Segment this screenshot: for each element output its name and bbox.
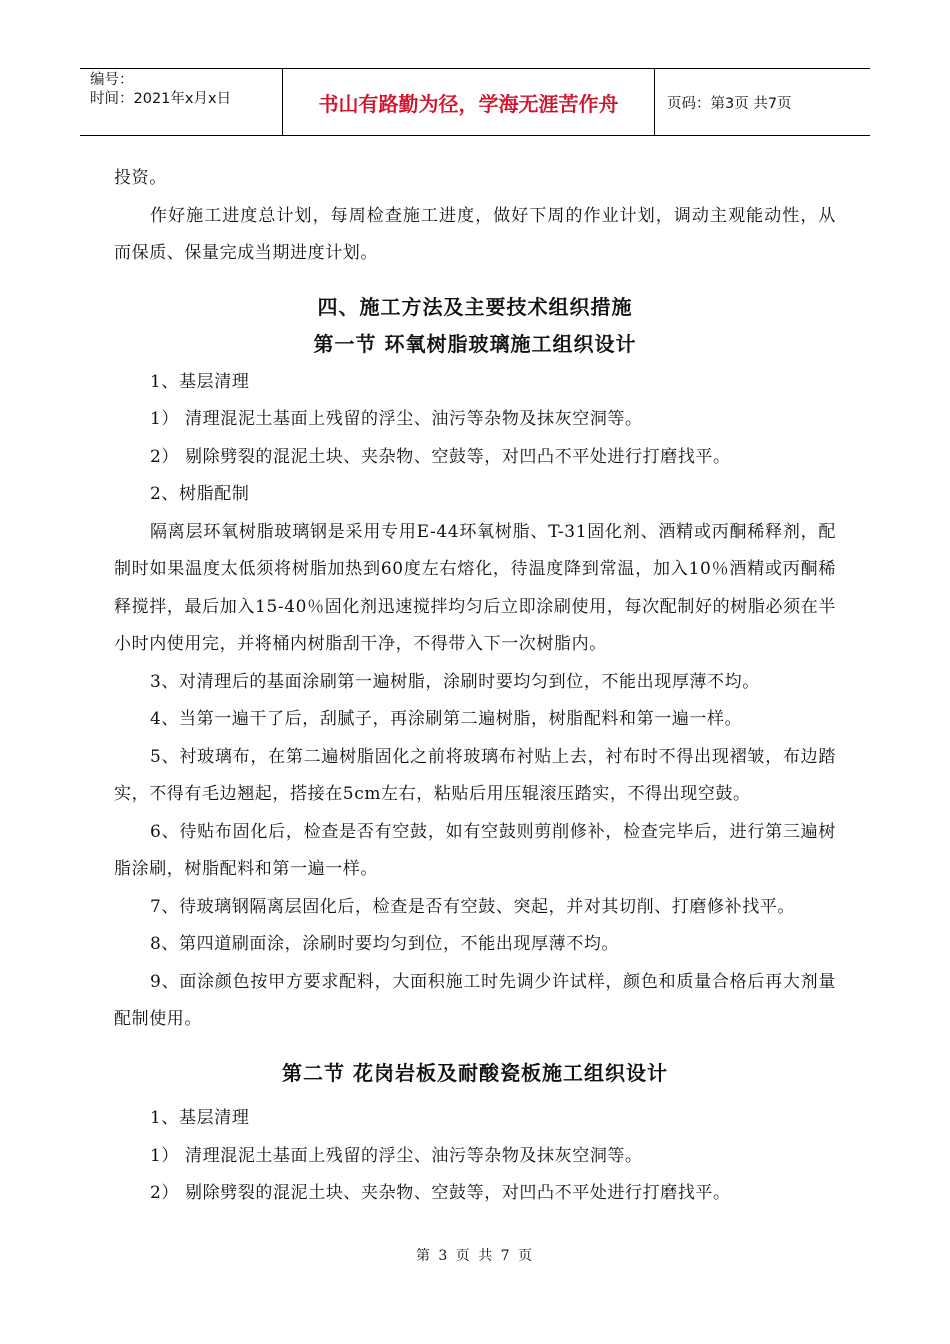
header-motto: 书山有路勤为径，学海无涯苦作舟	[283, 69, 655, 135]
header-meta	[80, 69, 283, 135]
list-item: 8、第四道刷面涂，涂刷时要均匀到位，不能出现厚薄不均。	[150, 934, 620, 954]
paragraph: 作好施工进度总计划，每周检查施工进度，做好下周的作业计划，调动主观能动性，从而保质、保量完成当期进度计划。	[114, 205, 836, 263]
page-header	[80, 68, 870, 136]
serial-label: 编号：	[90, 72, 134, 88]
spacer	[114, 273, 836, 289]
list-item: 6、待贴布固化后，检查是否有空鼓，如有空鼓则剪削修补，检查完毕后，进行第三遍树脂涂刷，树脂配料和第一遍一样。	[114, 821, 836, 879]
spacer	[114, 1039, 836, 1055]
paragraph: 投资。	[114, 168, 167, 188]
list-item: 2） 剔除劈裂的混泥土块、夹杂物、空鼓等，对凹凸不平处进行打磨找平。	[150, 1183, 731, 1203]
list-item: 9、面涂颜色按甲方要求配料，大面积施工时先调少许试样，颜色和质量合格后再大剂量配制使用。	[114, 971, 836, 1029]
list-item: 1） 清理混泥土基面上残留的浮尘、油污等杂物及抹灰空洞等。	[150, 1145, 643, 1166]
section-title: 第一节 环氧树脂玻璃施工组织设计	[313, 332, 637, 356]
paragraph: 隔离层环氧树脂玻璃钢是采用专用E-44环氧树脂、T-31固化剂、酒精或丙酮稀释剂，配制时如果温度太低须将树脂加热到60度左右熔化，待温度降到常温，加入10％酒精或丙酮稀释搅拌，最后加入15-40％固化剂迅速搅拌均匀后立即涂刷使用，每次配制好的树脂必须在半小时内使用完，并将桶内树脂刮干净，不得带入下一次树脂内。	[114, 521, 836, 654]
spacer	[114, 1092, 836, 1100]
list-item: 1） 清理混泥土基面上残留的浮尘、油污等杂物及抹灰空洞等。	[150, 409, 643, 429]
list-item: 2） 剔除劈裂的混泥土块、夹杂物、空鼓等，对凹凸不平处进行打磨找平。	[150, 446, 731, 467]
list-item: 4、当第一遍干了后，刮腻子，再涂刷第二遍树脂，树脂配料和第一遍一样。	[150, 709, 743, 729]
list-item: 3、对清理后的基面涂刷第一遍树脂，涂刷时要均匀到位，不能出现厚薄不均。	[150, 671, 760, 692]
document-body	[114, 160, 836, 1213]
date-label: 时间：2021年x月x日	[90, 91, 232, 107]
list-item: 5、衬玻璃布，在第二遍树脂固化之前将玻璃布衬贴上去，衬布时不得出现褶皱，布边踏实，不得有毛边翘起，搭接在5cm左右，粘贴后用压辊滚压踏实，不得出现空鼓。	[114, 746, 836, 804]
list-item: 1、基层清理	[150, 1108, 250, 1128]
header-page-info: 页码：第3页 共7页	[667, 95, 792, 112]
page-footer: 第 3 页 共 7 页	[415, 1248, 535, 1264]
list-item: 7、待玻璃钢隔离层固化后，检查是否有空鼓、突起，并对其切削、打磨修补找平。	[150, 896, 796, 917]
list-item: 2、树脂配制	[150, 484, 250, 504]
chapter-title: 四、施工方法及主要技术组织措施	[317, 294, 633, 319]
section-title: 第二节 花岗岩板及耐酸瓷板施工组织设计	[282, 1060, 668, 1085]
list-item: 1、基层清理	[150, 371, 250, 392]
